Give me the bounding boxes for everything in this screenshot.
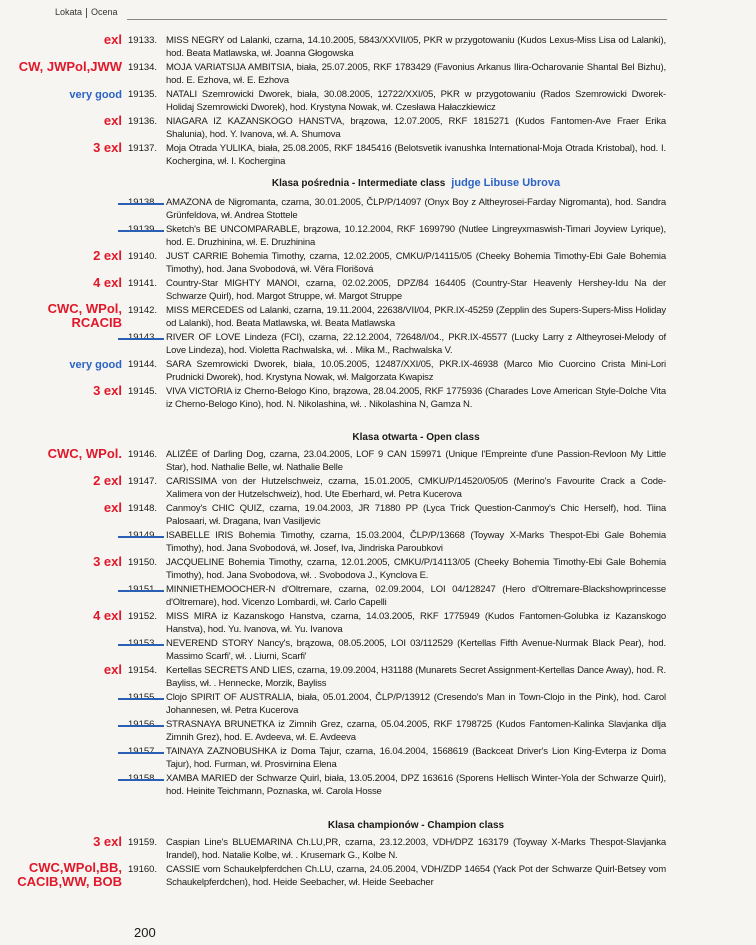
- entry-text: Sketch's BE UNCOMPARABLE, brązowa, 10.12.2004, RKF 1699790 (Nutlee Lingreyxmaswish-Timari Joyview Lyrique), hod. E. Druzhinina, wł. E. Druzhinina: [166, 224, 666, 248]
- entry-text: Clojo SPIRIT OF AUSTRALIA, biała, 05.01.2004, ČLP/P/13912 (Cresendo's Man in Town-Clojo in the Pink), hod. Carol Johannesen, wł. Petra Kucerova: [166, 692, 666, 716]
- entry-text: VIVA VICTORIA iz Cherno-Belogo Kino, brązowa, 28.04.2005, RKF 1775936 (Charades Love American Style-Dolche Vita iz Cherno-Belogo Kino), hod. N. Nikolashina, wł. . Nikolashina N, Gamza N.: [166, 386, 666, 410]
- strikethrough-mark: [118, 779, 164, 781]
- entry-text: MISS MERCEDES od Lalanki, czarna, 19.11.2004, 22638/VII/04, PKR.IX-45259 (Zepplin des Supers-Supers-Miss Holiday od Lalanki), hod. Beata Matlawska, wł. Beata Matlawska: [166, 305, 666, 329]
- catalog-entry: [0, 610, 756, 636]
- grade-label: 2 exl: [93, 248, 122, 263]
- entry-text: AMAZONA de Nigromanta, czarna, 30.01.2005, ČLP/P/14097 (Onyx Boy z Altheyrosei-Farday Nigromanta), hod. Sandra Grünfeldova, wł. Andrea Stottele: [166, 197, 666, 221]
- catalog-entry: [0, 772, 756, 798]
- entry-text: STRASNAYA BRUNETKA iz Zimnih Grez, czarna, 05.04.2005, RKF 1798725 (Kudos Fantomen-Kalinka Slavjanka dlja Zimnih Grez), hod. E. Avdeeva, wł. E. Avdeeva: [166, 719, 666, 743]
- grade-label: 4 exl: [93, 275, 122, 290]
- catalog-entry: [0, 331, 756, 357]
- entry-number: 19160.: [128, 864, 158, 875]
- catalog-entry: [0, 115, 756, 141]
- section-title: [166, 431, 666, 444]
- header-divider: [86, 8, 87, 18]
- header-ocena: Ocena: [91, 7, 118, 17]
- catalog-entry: [0, 142, 756, 168]
- entry-number: 19150.: [128, 557, 158, 568]
- strikethrough-mark: [118, 203, 164, 205]
- catalog-entry: [0, 664, 756, 690]
- strikethrough-mark: [118, 644, 164, 646]
- entry-number: 19136.: [128, 116, 158, 127]
- grade-label: exl: [103, 113, 122, 128]
- grade-label: exl: [103, 32, 122, 47]
- grade-label: CW, JWPol,JWW: [18, 59, 122, 74]
- entry-text: NEVEREND STORY Nancy's, brązowa, 08.05.2005, LOI 03/112529 (Kertellas Fifth Avenue-Nurmak Black Pear), hod. Massimo Scarfi', wł. . Liurni, Scarfi': [166, 638, 666, 662]
- catalog-entry: [0, 475, 756, 501]
- grade-label: exl: [103, 500, 122, 515]
- entry-text: Country-Star MIGHTY MANOI, czarna, 02.02.2005, DPZ/84 164405 (Country-Star Heavenly Hershey-Idu Na der Schwarze Quirl), hod. Margot Struppe, wł. Margot Struppe: [166, 278, 666, 302]
- entry-text: ISABELLE IRIS Bohemia Timothy, czarna, 15.03.2004, ČLP/P/13668 (Toyway X-Marks Thespot-Ebi Gale Bohemia Timothy), hod. Jana Svobodová, wł. Josef, Iva, Jindriska Paroubkovi: [166, 530, 666, 554]
- catalog-entry: [0, 556, 756, 582]
- catalog-entry: [0, 61, 756, 87]
- catalog-entry: [0, 277, 756, 303]
- catalog-entry: [0, 718, 756, 744]
- column-header: [55, 7, 118, 18]
- strikethrough-mark: [118, 590, 164, 592]
- grade-label: 3 exl: [93, 834, 122, 849]
- entry-text: RIVER OF LOVE Lindeza (FCI), czarna, 22.12.2004, 72648/I/04., PKR.IX-45577 (Lucky Larry z Altheyrosei-Melody of Love Lindeza), hod. Violetta Rachwalska, wł. . Mika M., Rachwalska V.: [166, 332, 666, 356]
- entry-text: MOJA VARIATSIJA AMBITSIA, biała, 25.07.2005, RKF 1783429 (Favonius Arkanus Ilira-Ocharovanie Shantal Bel Bizhu), hod. E. Ezhova, wł. E. Ezhova: [166, 62, 666, 86]
- entry-text: Caspian Line's BLUEMARINA Ch.LU,PR, czarna, 23.12.2003, VDH/DPZ 163179 (Toyway X-Marks Thespot-Slavjanka Irandel), hod. Natalie Kolbe, wł. . Krusemark G., Kolbe N.: [166, 837, 666, 861]
- page-number: 200: [134, 925, 156, 940]
- catalog-entry: [0, 196, 756, 222]
- catalog-entry: [0, 502, 756, 528]
- entry-number: 19154.: [128, 665, 158, 676]
- entry-text: Canmoy's CHIC QUIZ, czarna, 19.04.2003, JR 71880 PP (Lyca Trick Question-Canmoy's Chic Herself), hod. Tiina Palosaari, wł. Dragana, Ivan Vasiljevic: [166, 503, 666, 527]
- entry-number: 19137.: [128, 143, 158, 154]
- entry-number: 19144.: [128, 359, 158, 370]
- grade-label: CWC,WPol,BB, CACIB,WW, BOB: [17, 860, 122, 889]
- entry-text: MISS MIRA iz Kazanskogo Hanstva, czarna, 14.03.2005, RKF 1775949 (Kudos Fantomen-Golubka iz Kazanskogo Hanstva), hod. Yu. Ivanova, wł. Yu. Ivanova: [166, 611, 666, 635]
- catalog-entry: [0, 745, 756, 771]
- grade-label: CWC, WPol.: [47, 446, 122, 461]
- entry-text: NIAGARA IZ KAZANSKOGO HANSTVA, brązowa, 12.07.2005, RKF 1815271 (Kudos Fantomen-Ave Fraer Erika Shalunia), hod. Y. Ivanova, wł. A. Shumova: [166, 116, 666, 140]
- catalog-entry: [0, 860, 756, 889]
- entry-text: Moja Otrada YULIKA, biała, 25.08.2005, RKF 1845416 (Belotsvetik ivanushka International-Moja Otrada Kristobal), hod. I. Kochergina, wł. I. Kochergina: [166, 143, 666, 167]
- strikethrough-mark: [118, 338, 164, 340]
- catalog-entry: [0, 583, 756, 609]
- catalog-entry: [0, 88, 756, 114]
- entry-text: JUST CARRIE Bohemia Timothy, czarna, 12.02.2005, CMKU/P/14115/05 (Cheeky Bohemia Timothy-Ebi Gale Bohemia Timothy), hod. Jana Svobodová, wł. Věra Florišová: [166, 251, 666, 275]
- entry-text: CARISSIMA von der Hutzelschweiz, czarna, 15.01.2005, CMKU/P/14520/05/05 (Merino's Favourite Crack a Code-Xalimera von der Hutzelschweiz), hod. Ute Eberhard, wł. Petra Kucerova: [166, 476, 666, 500]
- grade-label: 4 exl: [93, 608, 122, 623]
- grade-label: 2 exl: [93, 473, 122, 488]
- entry-number: 19148.: [128, 503, 158, 514]
- catalog-entry: [0, 448, 756, 474]
- catalog-entry: [0, 358, 756, 384]
- entry-number: 19146.: [128, 449, 158, 460]
- entry-number: 19159.: [128, 837, 158, 848]
- catalog-entry: [0, 637, 756, 663]
- strikethrough-mark: [118, 230, 164, 232]
- entry-number: 19140.: [128, 251, 158, 262]
- entry-text: ALIZÉE of Darling Dog, czarna, 23.04.2005, LOF 9 CAN 159971 (Unique l'Empreinte d'une Passion-Revloon My Little Star), hod. Nathalie Belle, wł. Nathalie Belle: [166, 449, 666, 473]
- catalog-entry: [0, 691, 756, 717]
- catalog-entry: [0, 529, 756, 555]
- catalog-entry: [0, 34, 756, 60]
- strikethrough-mark: [118, 752, 164, 754]
- entry-text: CASSIE vom Schaukelpferdchen Ch.LU, czarna, 24.05.2004, VDH/ZDP 14654 (Yack Pot der Schwarze Quirl-Betsey vom Schaukelpferdchen), hod. Heide Seebacher, wł. Heide Seebacher: [166, 864, 666, 888]
- catalog-entry: [0, 250, 756, 276]
- strikethrough-mark: [118, 725, 164, 727]
- grade-label: CWC, WPol, RCACIB: [47, 301, 122, 330]
- entry-number: 19134.: [128, 62, 158, 73]
- catalog-entry: [0, 223, 756, 249]
- section-title: [166, 819, 666, 832]
- judge-note: judge Libuse Ubrova: [451, 177, 561, 189]
- catalog-entry: [0, 836, 756, 862]
- entry-text: XAMBA MARIED der Schwarze Quirl, biała, 13.05.2004, DPZ 163616 (Sporens Hellisch Winter-Yola der Schwarze Quirl), hod. Heinite Teichmann, Poznaska, wł. Carola Hosse: [166, 773, 666, 797]
- entry-number: 19145.: [128, 386, 158, 397]
- entry-text: MINNIETHEMOOCHER-N d'Oltremare, czarna, 02.09.2004, LOI 04/128247 (Hero d'Oltremare-Blackshowprincesse d'Oltremare), hod. Vicenzo Lombardi, wł. Carlo Capelli: [166, 584, 666, 608]
- header-lokata: Lokata: [55, 7, 83, 17]
- section-title: [166, 177, 666, 190]
- section-title-text: Klasa pośrednia - Intermediate class: [271, 178, 446, 189]
- catalog-entry: [0, 385, 756, 411]
- entry-text: MISS NEGRY od Lalanki, czarna, 14.10.2005, 5843/XXVII/05, PKR w przygotowaniu (Kudos Lexus-Miss Lisa od Lalanki), hod. Beata Matlawska, wł. Joanna Głogowska: [166, 35, 666, 59]
- header-rule: [127, 19, 667, 20]
- strikethrough-mark: [118, 536, 164, 538]
- grade-label: 3 exl: [93, 383, 122, 398]
- catalog-entry: [0, 301, 756, 330]
- entry-number: 19147.: [128, 476, 158, 487]
- entry-number: 19133.: [128, 35, 158, 46]
- entry-number: 19142.: [128, 305, 158, 316]
- grade-label: very good: [69, 359, 122, 371]
- grade-label: 3 exl: [93, 554, 122, 569]
- entry-text: TAINAYA ZAZNOBUSHKA iz Doma Tajur, czarna, 16.04.2004, 1568619 (Backceat Driver's Lion King-Evterpa iz Doma Tajur), hod. Furman, wł. Prosvirnina Elena: [166, 746, 666, 770]
- entry-number: 19141.: [128, 278, 158, 289]
- strikethrough-mark: [118, 698, 164, 700]
- entry-text: NATALI Szemrowicki Dworek, biała, 30.08.2005, 12722/XXI/05, PKR w przygotowaniu (Rados Szemrowicki Dworek-Holidaj Szemrowicki Dworek), hod. Krystyna Nowak, wł. Czesława Hałaczkiewicz: [166, 89, 666, 113]
- grade-label: 3 exl: [93, 140, 122, 155]
- section-title-text: Klasa otwarta - Open class: [352, 432, 480, 443]
- entry-number: 19152.: [128, 611, 158, 622]
- entry-text: SARA Szemrowicki Dworek, biała, 10.05.2005, 12487/XXI/05, PKR.IX-46938 (Marco Mio Cuorcino Crista Mini-Lori Prudnicki Dworek), hod. Krystyna Nowak, wł. Malgorzata Kwapisz: [166, 359, 666, 383]
- entry-text: Kertellas SECRETS AND LIES, czarna, 19.09.2004, H31188 (Munarets Secret Assignment-Kertellas Dance Away), hod. R. Bayliss, wł. . Hennecke, Morzik, Bayliss: [166, 665, 666, 689]
- entry-number: 19135.: [128, 89, 158, 100]
- entry-text: JACQUELINE Bohemia Timothy, czarna, 12.01.2005, CMKU/P/14113/05 (Cheeky Bohemia Timothy-Ebi Gale Bohemia Timothy), hod. Jana Svobodova, wł. . Svobodova J., Kynclova E.: [166, 557, 666, 581]
- grade-label: exl: [103, 662, 122, 677]
- section-title-text: Klasa championów - Champion class: [327, 820, 505, 831]
- grade-label: very good: [69, 89, 122, 101]
